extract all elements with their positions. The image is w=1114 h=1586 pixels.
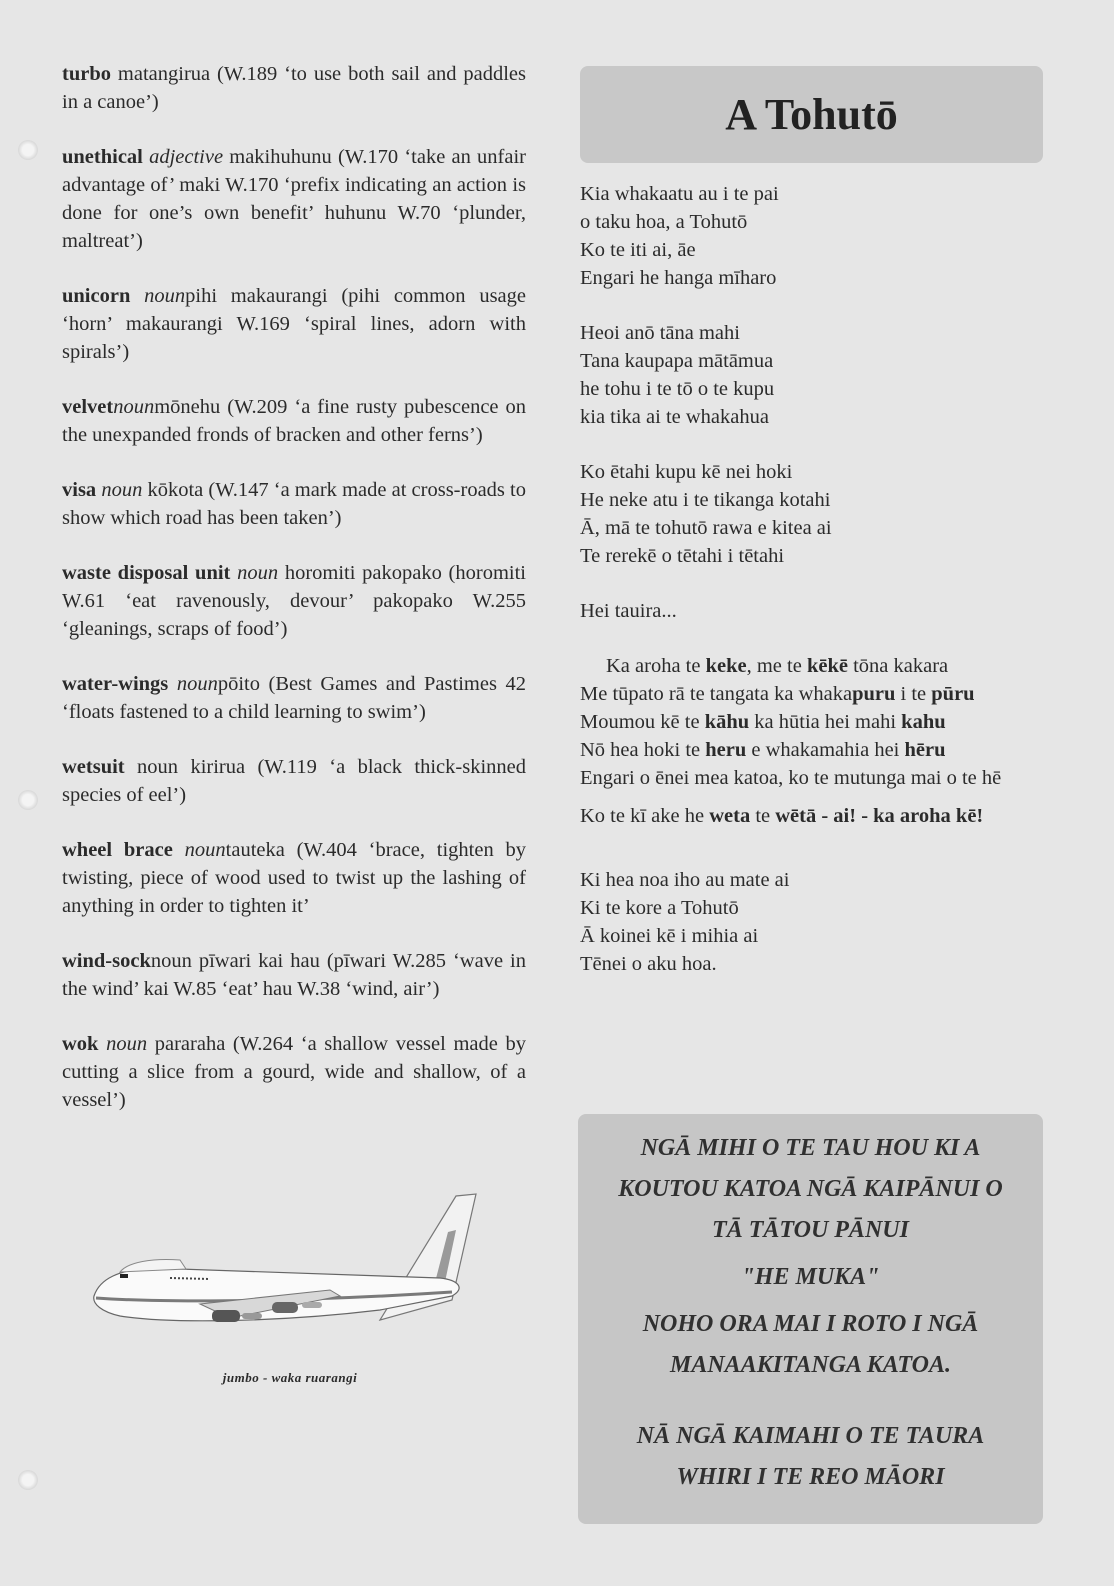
- dictionary-entry: visa noun kōkota (W.147 ‘a mark made at cross-roads to show which road has been taken’): [62, 479, 527, 529]
- greeting-line: TĀ TĀTOU PĀNUI: [712, 1217, 909, 1243]
- example-line: Nō hea hoki te heru e whakamahia hei hēru: [580, 739, 946, 761]
- poem-line: Ā, mā te tohutō rawa e kitea ai: [580, 517, 832, 539]
- punch-hole: [18, 790, 38, 810]
- part-of-speech: noun: [106, 1033, 148, 1055]
- part-of-speech: noun: [144, 285, 186, 307]
- headword: wind-sock: [62, 950, 151, 972]
- headword: wheel brace: [62, 839, 173, 861]
- illustration-caption: jumbo - waka ruarangi: [222, 1370, 358, 1385]
- part-of-speech: noun: [113, 396, 155, 418]
- example-line: Ka aroha te keke, me te kēkē tōna kakara: [606, 655, 949, 677]
- headword: water-wings: [62, 673, 169, 695]
- poem-line: Tēnei o aku hoa.: [580, 953, 717, 975]
- poem-line: Ki hea noa iho au mate ai: [580, 869, 790, 891]
- dictionary-entry: wok noun pararaha (W.264 ‘a shallow vessel made by cutting a slice from a gourd, wide and shallow, of a vessel’): [62, 1033, 526, 1111]
- poem-line: Ko te iti ai, āe: [580, 239, 696, 261]
- headword: wetsuit: [62, 756, 125, 778]
- dictionary-entry: velvetnounmōnehu (W.209 ‘a fine rusty pubescence on the unexpanded fronds of bracken and other ferns’): [62, 396, 526, 446]
- dictionary-entry: wheel brace nountauteka (W.404 ‘brace, tighten by twisting, piece of wood used to twist up the lashing of anything in order to tighten it’: [62, 839, 527, 917]
- example-line: Moumou kē te kāhu ka hūtia hei mahi kahu: [580, 711, 946, 733]
- greeting-line: KOUTOU KATOA NGĀ KAIPĀNUI O: [618, 1176, 1003, 1202]
- poem-line: Te rerekē o tētahi i tētahi: [580, 545, 785, 567]
- poem-line: Heoi anō tāna mahi: [580, 322, 740, 344]
- part-of-speech: noun: [184, 839, 226, 861]
- dictionary-entry: wetsuit noun kirirua (W.119 ‘a black thick-skinned species of eel’): [62, 756, 526, 806]
- greeting-line: "HE MUKA": [741, 1264, 880, 1290]
- dictionary-entry: unethical adjective makihuhunu (W.170 ‘take an unfair advantage of’ maki W.170 ‘prefix indicating an action is done for one’s own benefit’ huhunu W.70 ‘plunder, maltreat’): [62, 146, 526, 252]
- examples-block: [580, 652, 1050, 792]
- dictionary-entry: wind-socknoun pīwari kai hau (pīwari W.285 ‘wave in the wind’ kai W.85 ‘eat’ hau W.38 ‘wind, air’): [62, 950, 526, 1000]
- poem-line: Tana kaupapa mātāmua: [580, 350, 774, 372]
- poem-line: He neke atu i te tikanga kotahi: [580, 489, 831, 511]
- stanza: [580, 180, 1050, 292]
- stanza: [580, 319, 1050, 431]
- headword: velvet: [62, 396, 114, 418]
- greeting-line: NGĀ MIHI O TE TAU HOU KI A: [640, 1135, 981, 1161]
- greeting-line: MANAAKITANGA KATOA.: [670, 1352, 951, 1378]
- dictionary-entry: water-wings nounpōito (Best Games and Pastimes 42 ‘floats fastened to a child learning to swim’): [62, 673, 526, 723]
- dictionary-entry: unicorn nounpihi makaurangi (pihi common usage ‘horn’ makaurangi W.169 ‘spiral lines, adorn with spirals’): [62, 285, 527, 363]
- headword: waste disposal unit: [62, 562, 231, 584]
- dictionary-entry: turbo matangirua (W.189 ‘to use both sail and paddles in a canoe’): [62, 63, 526, 113]
- poem-line: Ko ētahi kupu kē nei hoki: [580, 461, 793, 483]
- headword: unethical: [62, 146, 143, 168]
- greeting-line: NOHO ORA MAI I ROTO I NGĀ: [642, 1311, 979, 1337]
- poem-line: Engari he hanga mīharo: [580, 267, 777, 289]
- example-intro: Hei tauira...: [580, 600, 677, 622]
- title-banner: [580, 66, 1043, 163]
- example-line: Me tūpato rā te tangata ka whakapuru i te pūru: [580, 683, 975, 705]
- part-of-speech: adjective: [149, 146, 224, 168]
- poem: [580, 180, 1050, 1005]
- new-year-greeting-box: [578, 1114, 1043, 1524]
- example-line: Ko te kī ake he weta te wētā - ai! - ka aroha kē!: [580, 805, 984, 827]
- example-line: Engari o ēnei mea katoa, ko te mutunga mai o te hē: [580, 767, 1002, 789]
- part-of-speech: noun: [176, 673, 218, 695]
- headword: visa: [62, 479, 97, 501]
- poem-line: Kia whakaatu au i te pai: [580, 183, 779, 205]
- part-of-speech: noun: [237, 562, 279, 584]
- poem-title: A Tohutō: [725, 90, 898, 139]
- poem-line: kia tika ai te whakahua: [580, 406, 769, 428]
- poem-line: he tohu i te tō o te kupu: [580, 378, 775, 400]
- punch-hole: [18, 140, 38, 160]
- poem-line: o taku hoa, a Tohutō: [580, 211, 748, 233]
- poem-line: Ki te kore a Tohutō: [580, 897, 739, 919]
- dictionary-column: [62, 60, 526, 1141]
- stanza: [580, 866, 1050, 978]
- airplane-illustration: [80, 1192, 490, 1342]
- dictionary-entry: waste disposal unit noun horomiti pakopako (horomiti W.61 ‘eat ravenously, devour’ pakopako W.255 ‘gleanings, scraps of food’): [62, 562, 526, 640]
- part-of-speech: noun: [101, 479, 143, 501]
- poem-line: Ā koinei kē i mihia ai: [580, 925, 759, 947]
- punch-hole: [18, 1470, 38, 1490]
- headword: wok: [62, 1033, 99, 1055]
- greeting-line: NĀ NGĀ KAIMAHI O TE TAURA: [636, 1423, 985, 1449]
- greeting-line: WHIRI I TE REO MĀORI: [676, 1464, 945, 1490]
- stanza: [580, 458, 1050, 570]
- headword: turbo: [62, 63, 111, 85]
- headword: unicorn: [62, 285, 131, 307]
